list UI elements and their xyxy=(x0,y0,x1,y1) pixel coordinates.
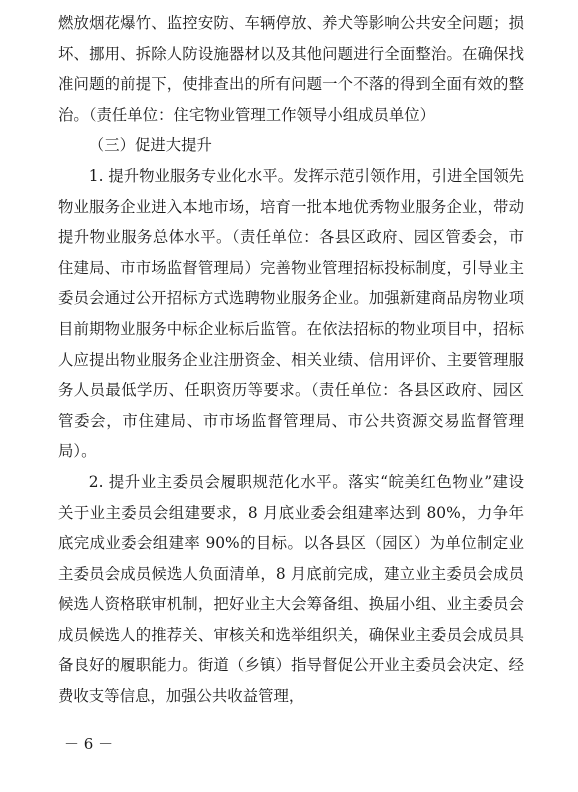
paragraph-continuation: 燃放烟花爆竹、监控安防、车辆停放、养犬等影响公共安全问题；损坏、挪用、拆除人防设施器材以及其他问题进行全面整治。在确保找准问题的前提下，使排查出的所有问题一个不落的得到全面有效的整治。（责任单位：住宅物业管理工作领导小组成员单位） xyxy=(58,14,524,124)
document-body xyxy=(58,8,524,712)
section-heading: （三）促进大提升 xyxy=(88,136,212,155)
page-number: － 6 － xyxy=(64,735,114,753)
paragraph-item-1: 1. 提升物业服务专业化水平。发挥示范引领作用，引进全国领先物业服务企业进入本地市场，培育一批本地优秀物业服务企业，带动提升物业服务总体水平。（责任单位：各县区政府、园区管委会，市住建局、市市场监督管理局）完善物业管理招标投标制度，引导业主委员会通过公开招标方式选聘物业服务企业。加强新建商品房物业项目前期物业服务中标企业标后监管。在依法招标的物业项目中，招标人应提出物业服务企业注册资金、相关业绩、信用评价、主要管理服务人员最低学历、任职资历等要求。（责任单位：各县区政府、园区管委会，市住建局、市市场监督管理局、市公共资源交易监督管理局）。 xyxy=(58,166,524,461)
paragraph-item-2: 2. 提升业主委员会履职规范化水平。落实“皖美红色物业”建设关于业主委员会组建要求，8 月底业委会组建率达到 80%，力争年底完成业委会组建率 90%的目标。以各县区（园区）为单位制定业主委员会成员候选人负面清单，8 月底前完成，建立业主委员会成员候选人资格联审机制，把好业主大会筹备组、换届小组、业主委员会成员候选人的推荐关、审核关和选举组织关，确保业主委员会成员具备良好的履职能力。街道（乡镇）指导督促公开业主委员会决定、经费收支等信息，加强公共收益管理， xyxy=(58,472,524,706)
